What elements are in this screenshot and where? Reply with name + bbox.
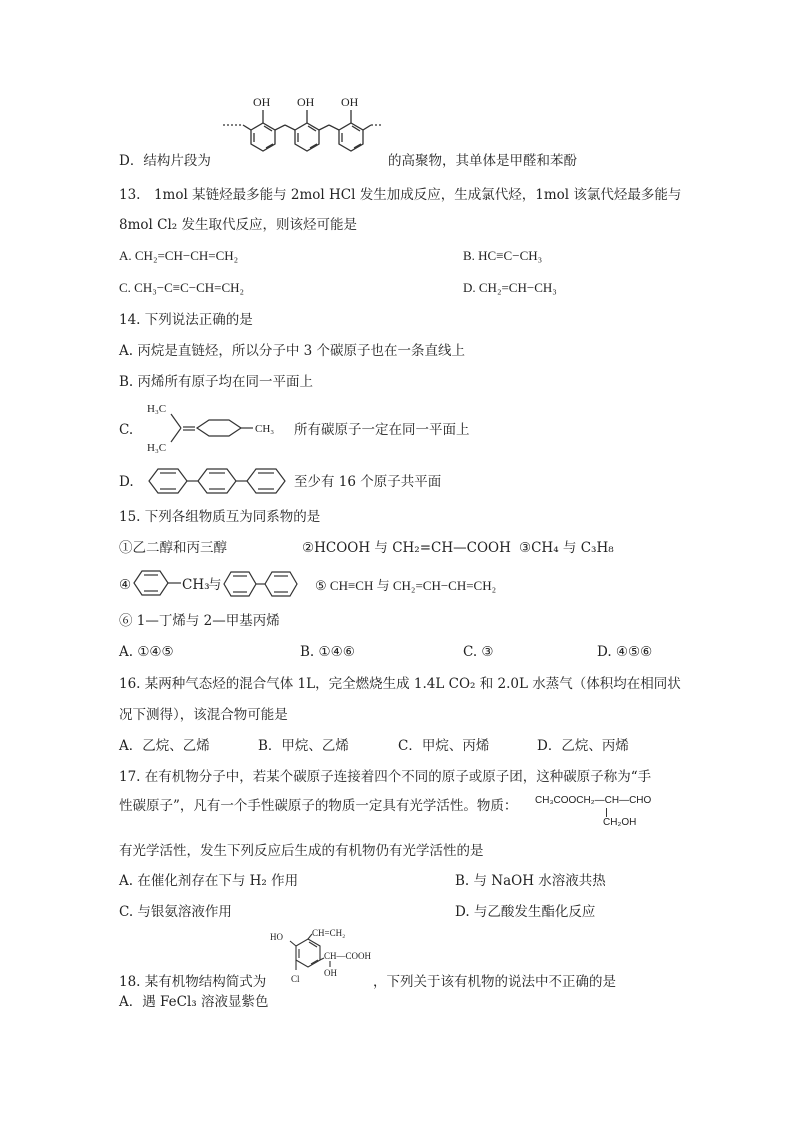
q13-option-d[interactable]: D. CH₂=CH−CH₃ [463, 280, 557, 295]
q14-option-d-text: 至少有 16 个原子共平面 [294, 474, 442, 490]
q16-option-d[interactable]: D．乙烷、丙烯 [537, 738, 629, 754]
vinyl-label: CH=CH₂ [312, 928, 346, 938]
oh-label: OH [297, 95, 315, 109]
q18-stem-suffix: ，下列关于该有机物的说法中不正确的是 [373, 974, 616, 990]
q15-group-6: ⑥ 1—丁烯与 2—甲基丙烯 [119, 613, 280, 629]
ho-label: HO [270, 932, 283, 942]
q15-group-5: ⑤ CH≡CH 与 CH₂=CH−CH=CH₂ [315, 578, 497, 593]
oh-label: OH [324, 968, 337, 978]
q14-option-c-label[interactable]: C. [119, 422, 134, 438]
q15-group-1: ①乙二醇和丙三醇 [119, 540, 227, 556]
q17-formula-main: CH₃COOCH₂—CH—CHO [535, 795, 652, 806]
q14-option-b[interactable]: B. 丙烯所有原子均在同一平面上 [119, 374, 314, 390]
q14-option-a[interactable]: A. 丙烷是直链烃，所以分子中 3 个碳原子也在一条直线上 [119, 343, 466, 359]
q18-option-a[interactable]: A．遇 FeCl₃ 溶液显紫色 [119, 994, 269, 1010]
h3c-label: H₃C [147, 442, 167, 454]
cooh-label: CH—COOH [324, 951, 372, 961]
q13-option-a[interactable]: A. CH₂=CH−CH=CH₂ [119, 248, 239, 263]
q16-option-a[interactable]: A．乙烷、乙烯 [119, 738, 210, 754]
oh-label: OH [253, 95, 271, 109]
cl-label: Cl [291, 974, 300, 984]
q15-option-a[interactable]: A. ①④⑤ [119, 644, 174, 660]
q16-option-c[interactable]: C．甲烷、丙烯 [398, 738, 490, 754]
phenol-formaldehyde-resin-structure [215, 90, 385, 170]
q17-option-d[interactable]: D. 与乙酸发生酯化反应 [455, 904, 596, 920]
q17-option-b[interactable]: B. 与 NaOH 水溶液共热 [455, 873, 606, 889]
ch3-label: CH₃ [255, 423, 275, 435]
q17-stem-line3: 有光学活性，发生下列反应后生成的有机物仍有光学活性的是 [119, 843, 484, 859]
q14-option-c-text: 所有碳原子一定在同一平面上 [294, 422, 470, 438]
terphenyl-structure [145, 464, 293, 498]
q16-stem-line2: 况下测得），该混合物可能是 [119, 707, 288, 723]
q17-option-c[interactable]: C. 与银氨溶液作用 [119, 904, 232, 920]
q16-option-b[interactable]: B．甲烷、乙烯 [258, 738, 349, 754]
q13-stem-line1: 13. 1mol 某链烃最多能与 2mol HCl 发生加成反应，生成氯代烃，1mol 该氯代烃最多能与 [119, 187, 682, 203]
q16-stem-line1: 16. 某两种气态烃的混合气体 1L，完全燃烧生成 1.4L CO₂ 和 2.0L 水蒸气（体积均在相同状 [119, 676, 681, 692]
q18-organic-structure [268, 926, 380, 988]
q17-stem-line2: 性碳原子”，凡有一个手性碳原子的物质一定具有光学活性。物质： [119, 798, 518, 814]
q15-toluene-ch3: CH₃ [182, 577, 210, 593]
q15-option-b[interactable]: B. ①④⑥ [300, 644, 355, 660]
oh-label: OH [341, 95, 359, 109]
q17-formula-bond [606, 808, 607, 817]
q17-formula-sub: CH₂OH [603, 817, 637, 828]
q14-option-d-label[interactable]: D. [119, 474, 134, 490]
q15-stem: 15. 下列各组物质互为同系物的是 [119, 509, 321, 525]
toluene-structure [131, 566, 183, 600]
q13-option-c[interactable]: C. CH₃−C≡C−CH=CH₂ [119, 280, 245, 295]
q14-stem: 14. 下列说法正确的是 [119, 312, 253, 328]
q15-group-4-with: 与 [208, 577, 222, 593]
q15-option-d[interactable]: D. ④⑤⑥ [597, 644, 653, 660]
q13-stem-line2: 8mol Cl₂ 发生取代反应，则该烃可能是 [119, 217, 357, 233]
biphenyl-structure [222, 568, 300, 600]
q17-stem-line1: 17. 在有机物分子中，若某个碳原子连接着四个不同的原子或原子团，这种碳原子称为“手 [119, 769, 652, 785]
q15-group-4-marker: ④ [119, 577, 132, 593]
q18-stem-prefix: 18. 某有机物结构简式为 [119, 974, 267, 990]
q12-option-d-prefix: D．结构片段为 [119, 153, 211, 169]
isopropylidene-methylcyclohexane-structure [145, 400, 295, 456]
q15-group-3: ③CH₄ 与 C₃H₈ [519, 540, 614, 556]
q13-option-b[interactable]: B. HC≡C−CH₃ [463, 248, 543, 263]
q17-option-a[interactable]: A. 在催化剂存在下与 H₂ 作用 [119, 873, 299, 889]
q15-group-2: ②HCOOH 与 CH₂=CH—COOH [302, 540, 511, 556]
h3c-label: H₃C [147, 403, 167, 415]
q15-option-c[interactable]: C. ③ [463, 644, 494, 660]
q12-option-d-suffix: 的高聚物，其单体是甲醛和苯酚 [388, 153, 577, 169]
